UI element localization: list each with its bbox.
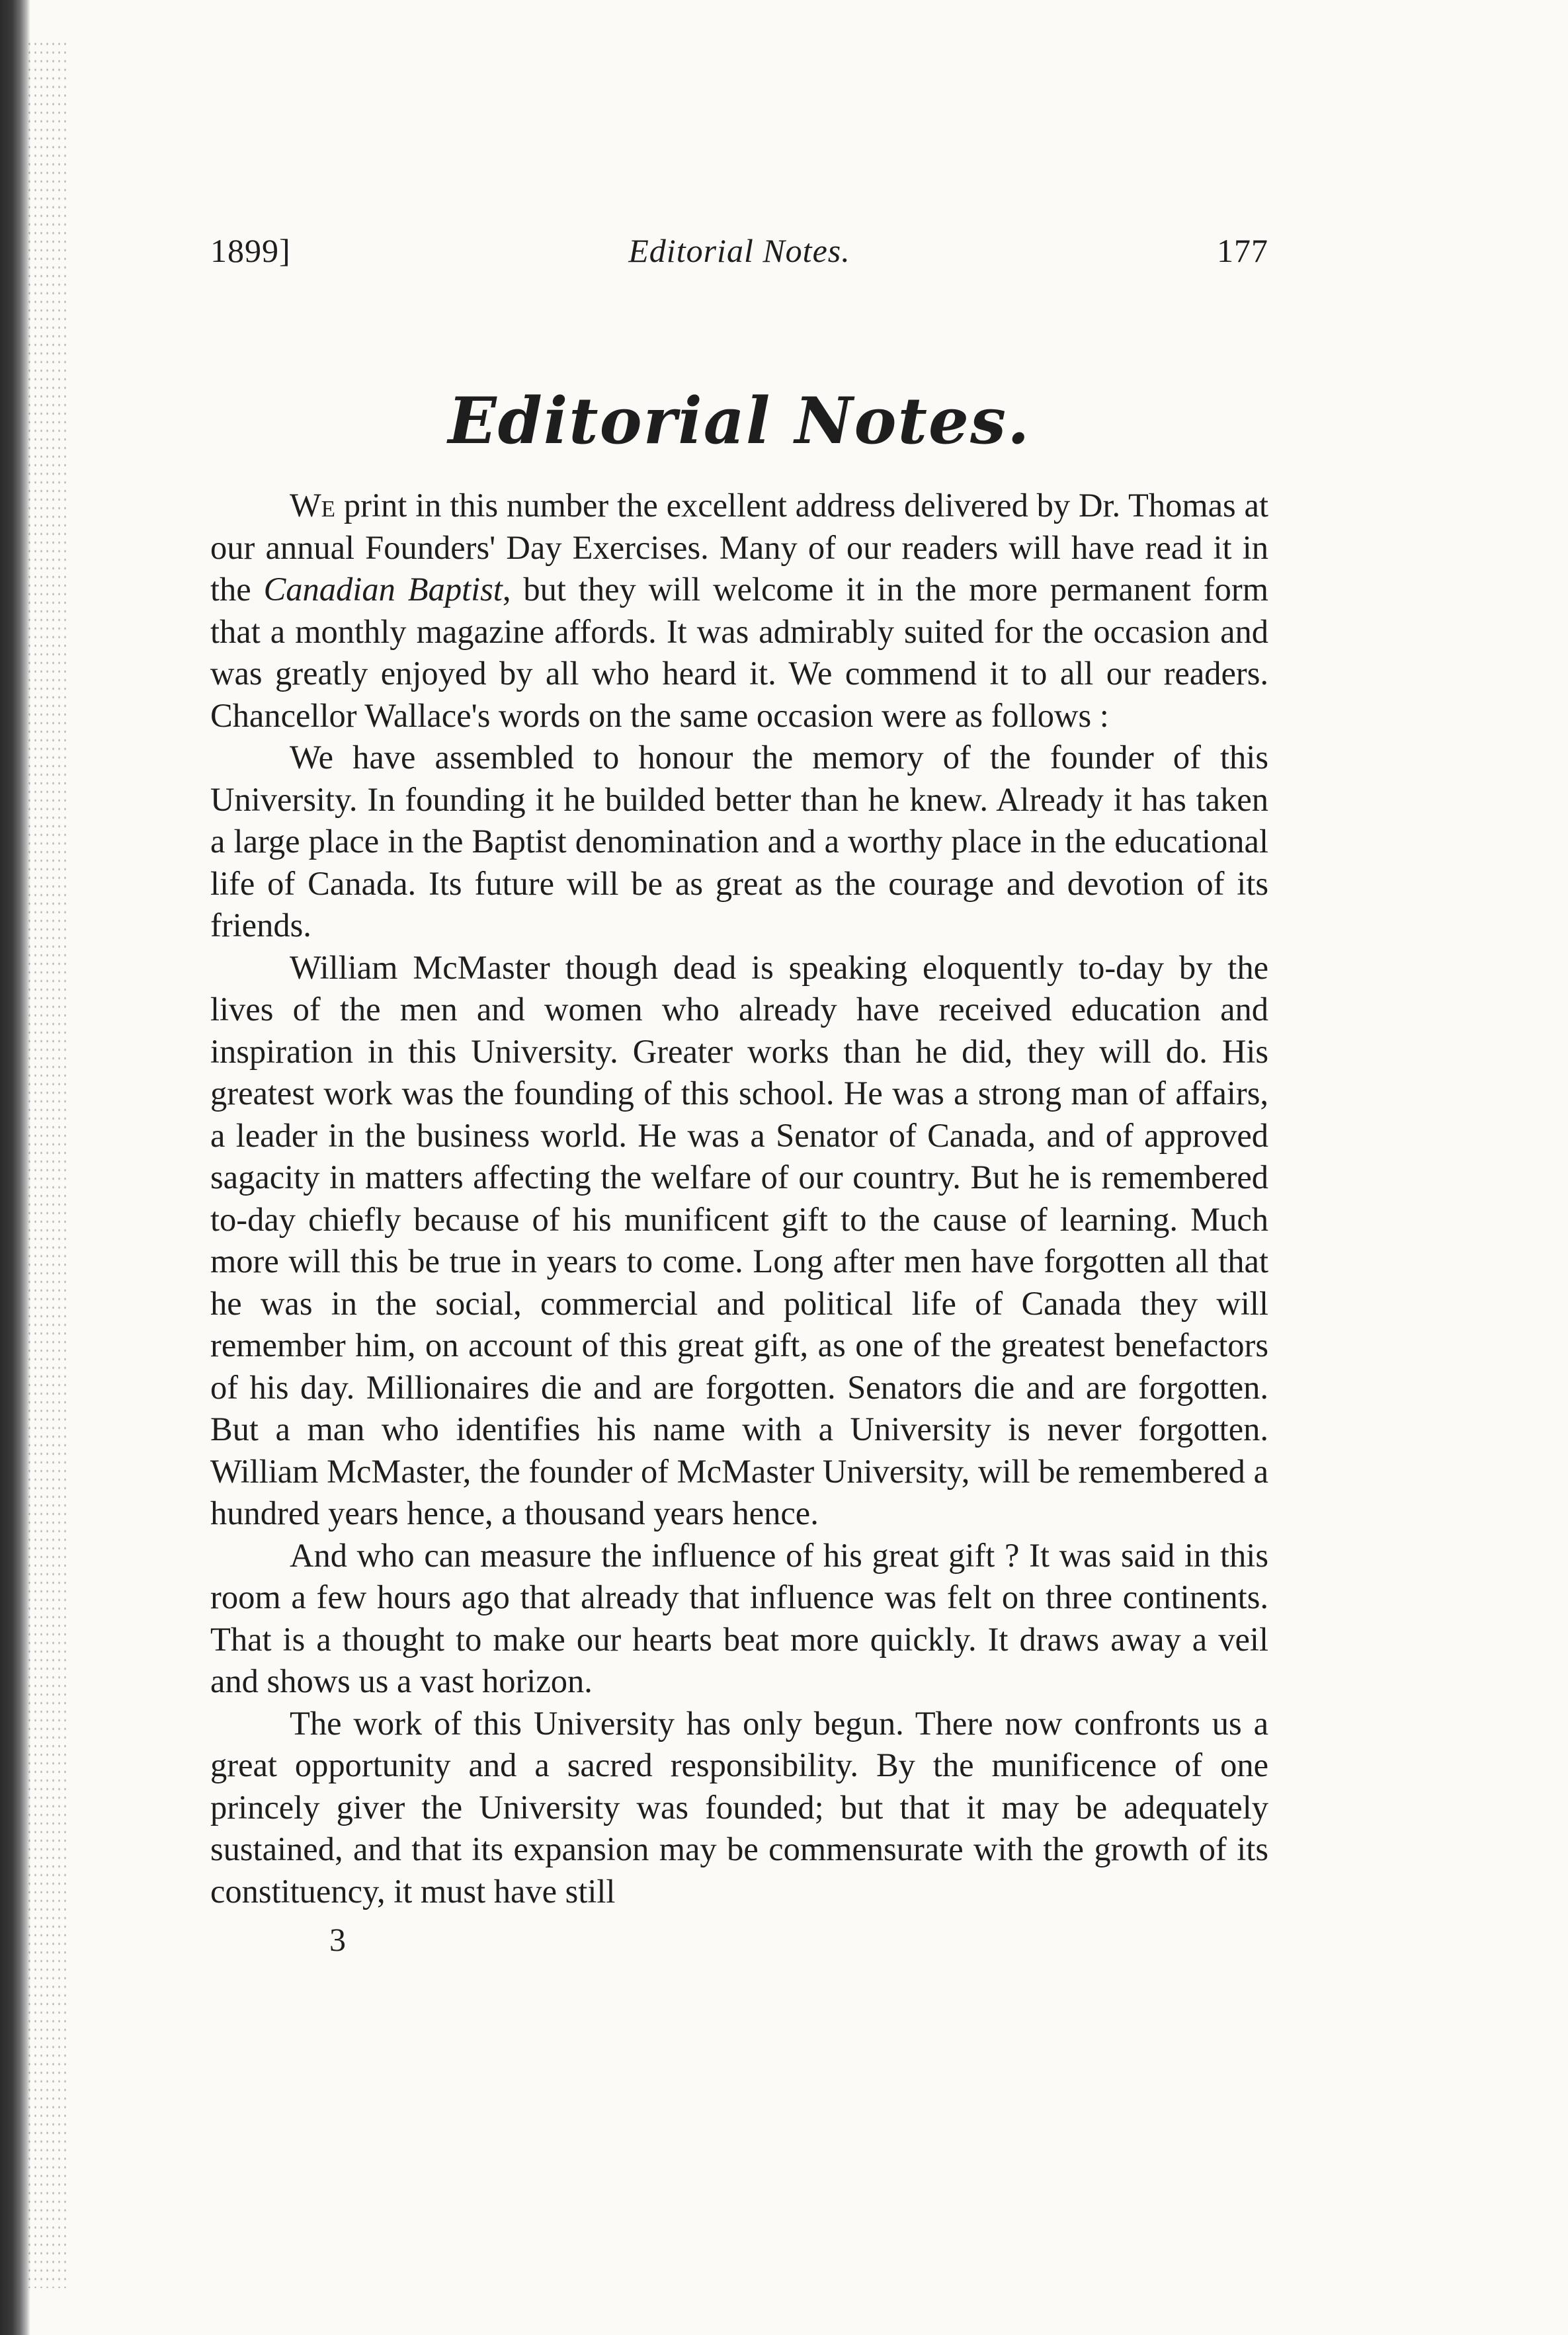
binding-shadow-speckle: [26, 40, 66, 2288]
intro-paragraph: [210, 485, 1268, 737]
running-head-title: Editorial Notes.: [628, 232, 850, 269]
article-body: [210, 485, 1268, 1912]
journal-page: [210, 231, 1268, 1959]
section-heading: Editorial Notes.: [448, 384, 1031, 458]
quoted-paragraph: We have assembled to honour the memory of the founder of this University. In founding it he builded better than he knew. Already it has taken a large place in the Baptist denomination and a worthy place in the educational life of Canada. Its future will be as great as the courage and devotion of its friends.: [210, 739, 1268, 944]
running-head: [210, 231, 1268, 284]
page-number: 177: [1217, 232, 1268, 269]
intro-text-after-italic: , but they will welcome it in the more permanent form that a monthly magazine affords. It was admirably suited for the occasion and was greatly enjoyed by all who heard it. We commend it to all our readers. Chancellor Wallace's words on the same occasion were as follows :: [210, 571, 1268, 734]
running-head-year: 1899]: [210, 232, 291, 269]
quoted-paragraph: The work of this University has only begun. There now confronts us a great opportunity and a sacred responsibility. By the munificence of one princely giver the University was founded; but that it may be adequately sustained, and that its expansion may be commensurate with the growth of its constituency, it must have still: [210, 1704, 1268, 1910]
intro-text-before-italic: print in this number the excellent address delivered by Dr. Thomas at our annual Founders' Day Exercises. Many of our readers will have read it in the: [210, 487, 1268, 608]
intro-first-word: We: [290, 487, 336, 524]
newspaper-title: Canadian Baptist: [263, 571, 503, 608]
quoted-paragraph: William McMaster though dead is speaking eloquently to-day by the lives of the men and women who already have received education and inspiration in this University. Greater works than he did, they will do. His greatest work was the founding of this school. He was a strong man of affairs, a leader in the business world. He was a Senator of Canada, and of approved sagacity in matters affecting the welfare of our country. But he is remembered to-day chiefly because of his munificent gift to the cause of learning. Much more will this be true in years to come. Long after men have forgotten all that he was in the social, commercial and political life of Canada they will remember him, on account of this great gift, as one of the greatest benefactors of his day. Millionaires die and are forgotten. Senators die and are forgotten. But a man who identifies his name with a University is never forgotten. William McMaster, the founder of McMaster University, will be remembered a hundred years hence, a thousand years hence.: [210, 948, 1268, 1532]
printer-signature-mark: 3: [329, 1921, 346, 1958]
quoted-paragraph: And who can measure the influence of his great gift ? It was said in this room a few hours ago that already that influence was felt on three continents. That is a thought to make our hearts beat more quickly. It draws away a veil and shows us a vast horizon.: [210, 1536, 1268, 1700]
